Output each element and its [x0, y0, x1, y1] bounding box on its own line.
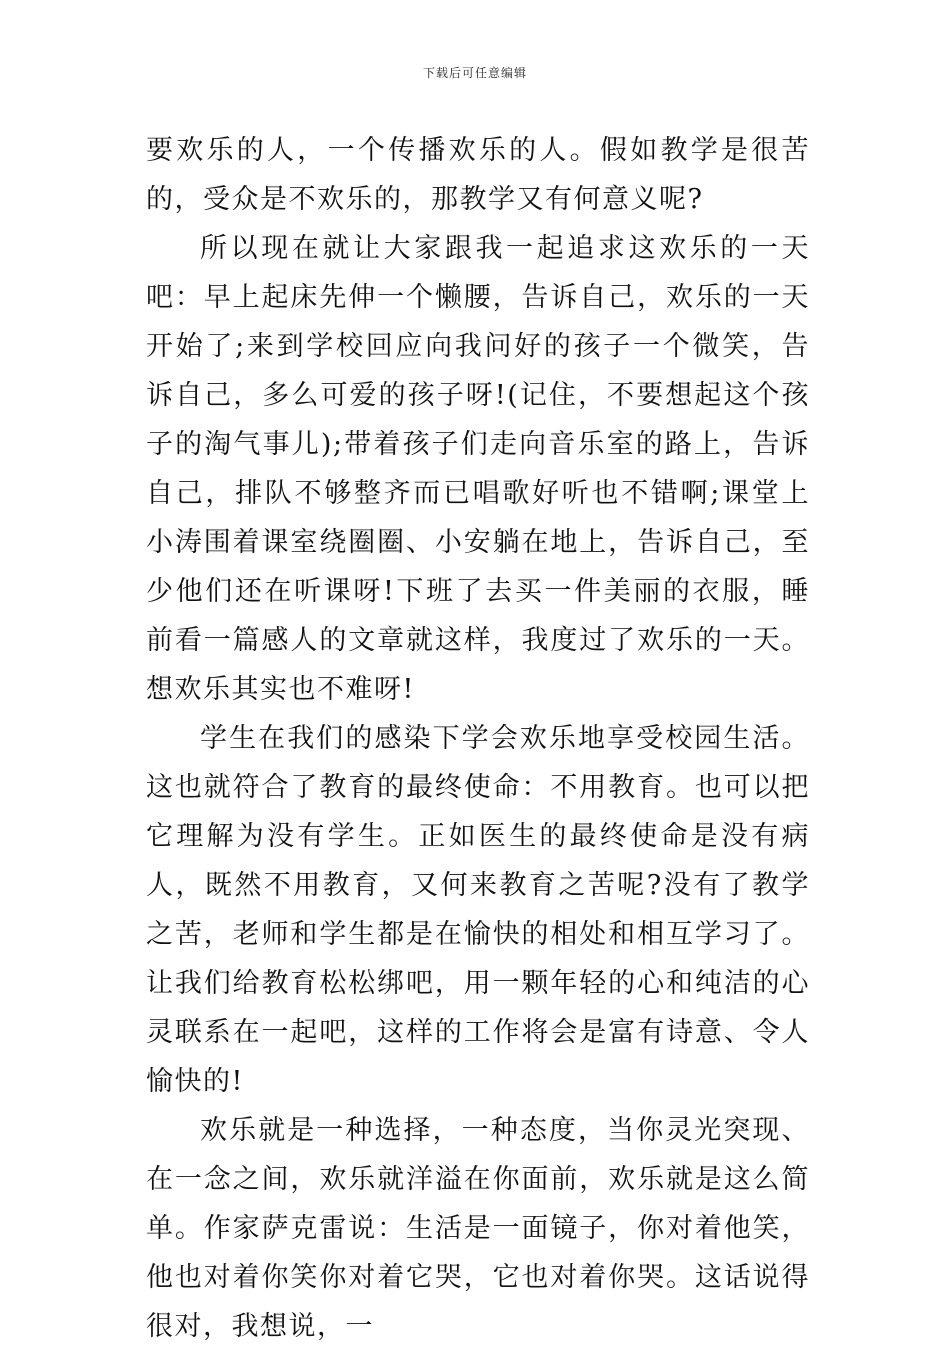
paragraph-3: 学生在我们的感染下学会欢乐地享受校园生活。这也就符合了教育的最终使命：不用教育。也可以把它理解为没有学生。正如医生的最终使命是没有病人，既然不用教育，又何来教育之苦呢?没有了教学之苦，老师和学生都是在愉快的相处和相互学习了。让我们给教育松松绑吧，用一颗年轻的心和纯洁的心灵联系在一起吧，这样的工作将会是富有诗意、令人愉快的! — [146, 723, 810, 1097]
paragraph-2: 所以现在就让大家跟我一起追求这欢乐的一天吧：早上起床先伸一个懒腰，告诉自己，欢乐的一天开始了;来到学校回应向我问好的孩子一个微笑，告诉自己，多么可爱的孩子呀!(记住，不要想起这个孩子的淘气事儿);带着孩子们走向音乐室的路上，告诉自己，排队不够整齐而已唱歌好听也不错啊;课堂上小涛围着课室绕圈圈、小安躺在地上，告诉自己，至少他们还在听课呀!下班了去买一件美丽的衣服，睡前看一篇感人的文章就这样，我度过了欢乐的一天。想欢乐其实也不难呀! — [146, 233, 810, 705]
page-header-note: 下载后可任意编辑 — [422, 66, 527, 80]
document-body — [146, 126, 810, 1351]
paragraph-1: 要欢乐的人，一个传播欢乐的人。假如教学是很苦的，受众是不欢乐的，那教学又有何意义呢? — [146, 135, 810, 215]
paragraph-4: 欢乐就是一种选择，一种态度，当你灵光突现、在一念之间，欢乐就洋溢在你面前，欢乐就是这么简单。作家萨克雷说：生活是一面镜子，你对着他笑，他也对着你笑你对着它哭，它也对着你哭。这话说得很对，我想说，一 — [146, 1115, 810, 1342]
